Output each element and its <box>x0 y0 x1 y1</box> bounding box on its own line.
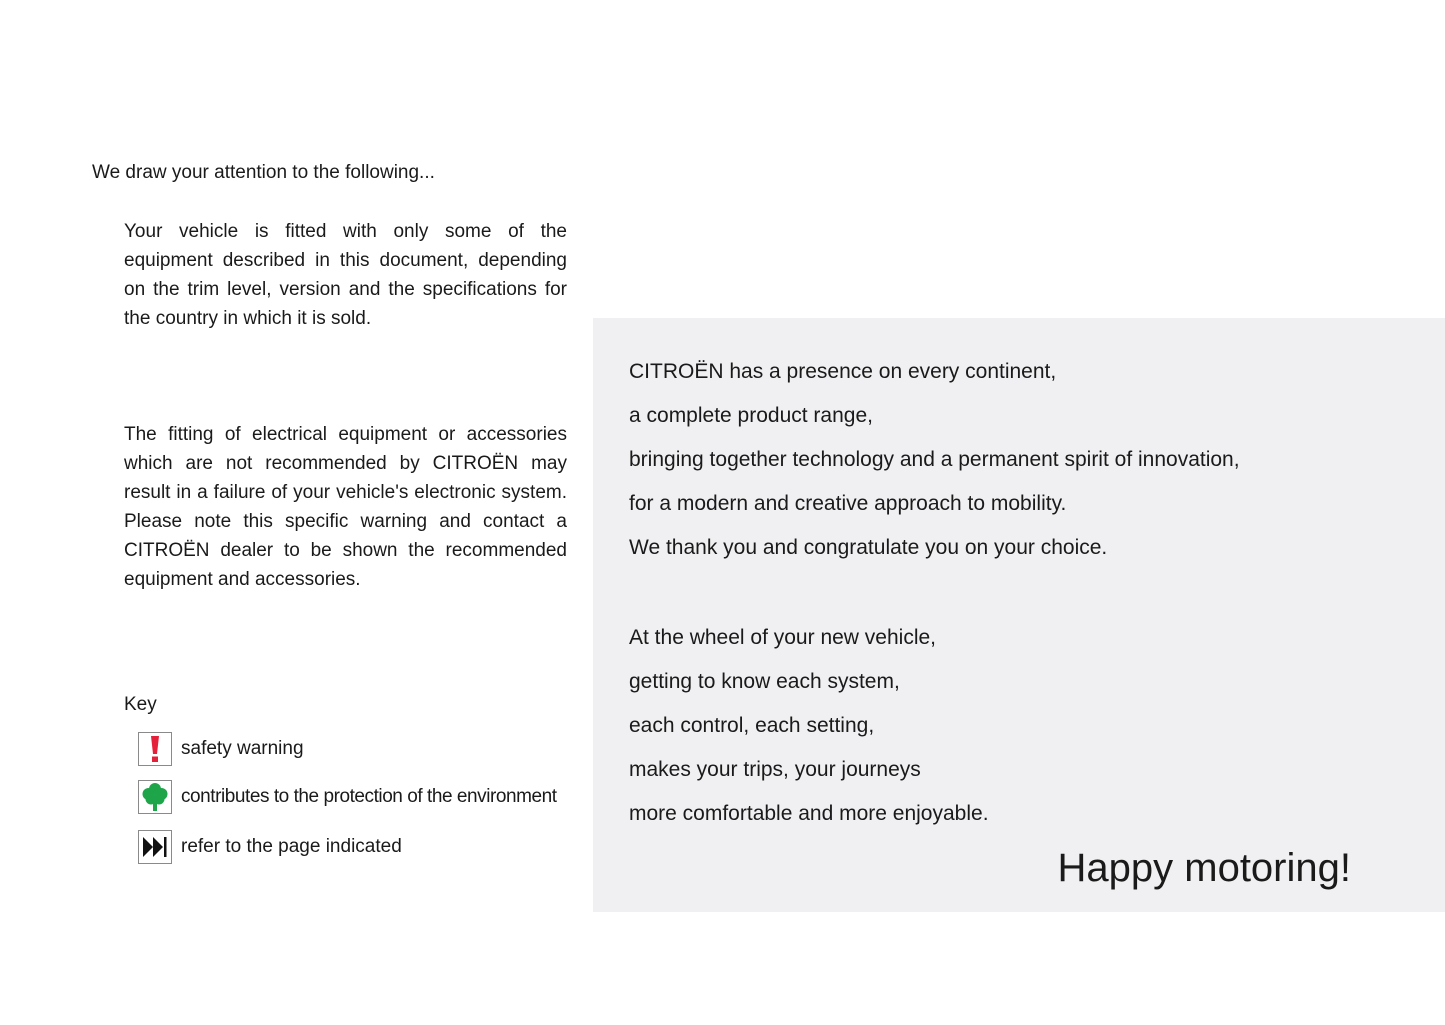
left-column <box>0 0 593 1025</box>
welcome-line: CITROËN has a presence on every continent, <box>629 360 1057 383</box>
welcome-line: for a modern and creative approach to mobility. <box>629 492 1067 515</box>
key-label: safety warning <box>181 738 304 759</box>
key-title: Key <box>124 694 157 715</box>
key-label: contributes to the protection of the environment <box>181 786 557 807</box>
wheel-line: each control, each setting, <box>629 714 875 737</box>
wheel-line: more comfortable and more enjoyable. <box>629 802 989 825</box>
intro-heading: We draw your attention to the following... <box>92 162 435 183</box>
welcome-line: We thank you and congratulate you on your choice. <box>629 536 1108 559</box>
key-item-environment <box>138 779 557 815</box>
exclamation-icon <box>138 732 172 766</box>
closing-message: Happy motoring! <box>1057 846 1351 890</box>
key-label: refer to the page indicated <box>181 836 402 857</box>
wheel-line: At the wheel of your new vehicle, <box>629 626 937 649</box>
wheel-line: makes your trips, your journeys <box>629 758 921 781</box>
welcome-panel <box>593 318 1445 912</box>
welcome-line: a complete product range, <box>629 404 873 427</box>
fast-forward-icon <box>138 830 172 864</box>
wheel-text-block <box>629 616 989 836</box>
electrical-warning: The fitting of electrical equipment or accessories which are not recommended by CITROËN may result in a failure of your vehicle's electronic system. Please note this specific warning and contact a CITROËN dealer to be shown the recommended equipment and accessories. <box>124 424 567 590</box>
equipment-notice: Your vehicle is fitted with only some of the equipment described in this document, depending on the trim level, version and the specifications for the country in which it is sold. <box>124 221 567 329</box>
key-item-safety-warning <box>138 731 304 767</box>
welcome-line: bringing together technology and a permanent spirit of innovation, <box>629 448 1240 471</box>
tree-icon <box>138 780 172 814</box>
wheel-line: getting to know each system, <box>629 670 900 693</box>
welcome-text-block <box>629 350 1240 570</box>
key-item-page-reference <box>138 829 402 865</box>
